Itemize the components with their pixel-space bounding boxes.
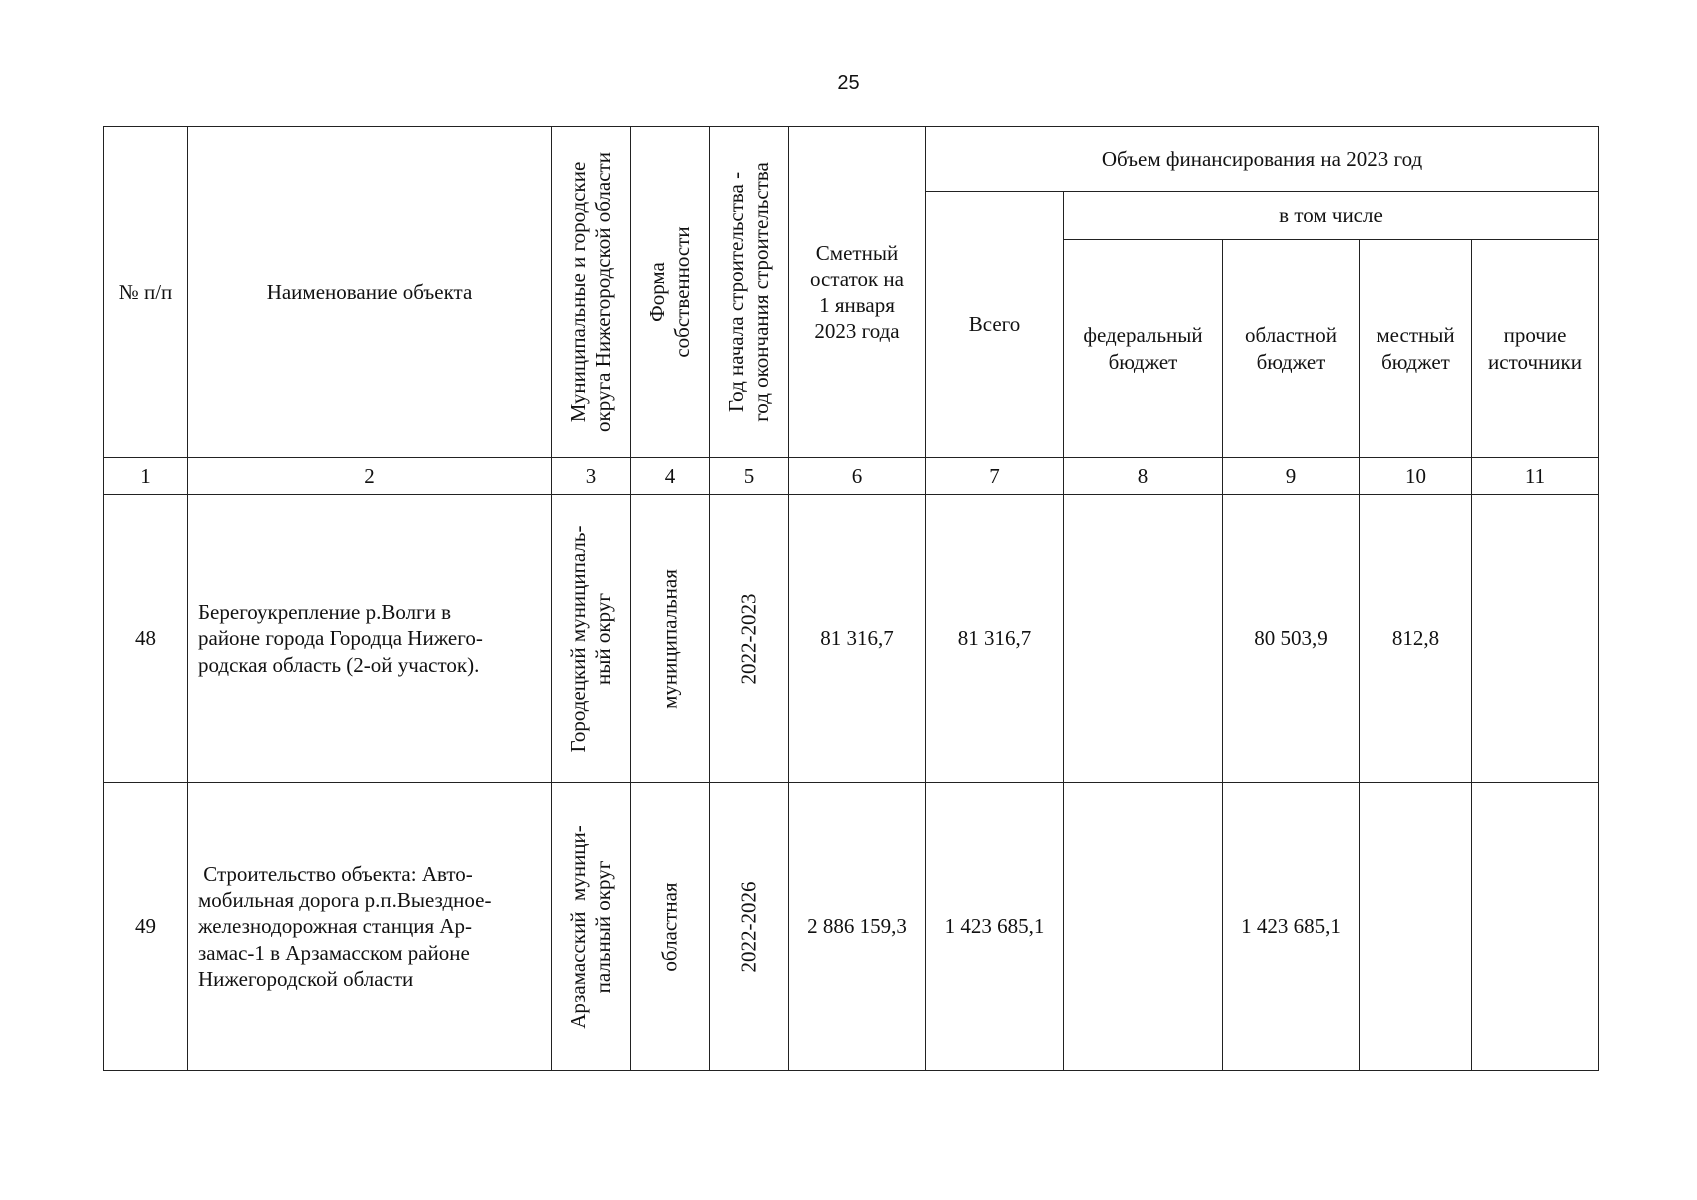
row-object-name: Строительство объекта: Авто- мобильная дорога р.п.Выездное- железнодорожная станция Ар- замас-1 в Арзамасском районе Нижегородской области <box>188 783 552 1071</box>
row-num: 48 <box>104 495 188 783</box>
column-number: 4 <box>631 458 710 495</box>
row-other <box>1472 495 1599 783</box>
table-row <box>104 495 1599 783</box>
column-number: 1 <box>104 458 188 495</box>
column-number: 2 <box>188 458 552 495</box>
header-districts: Муниципальные и городские округа Нижегородской области <box>552 127 631 458</box>
header-total: Всего <box>926 192 1064 458</box>
row-local: 812,8 <box>1360 495 1472 783</box>
row-years: 2022-2023 <box>710 495 789 783</box>
header-including: в том числе <box>1064 192 1599 240</box>
row-object-name: Берегоукрепление р.Волги в районе города Городца Нижего- родская область (2-ой участок). <box>188 495 552 783</box>
column-number: 7 <box>926 458 1064 495</box>
header-other: прочие источники <box>1472 240 1599 458</box>
table-row <box>104 783 1599 1071</box>
row-regional: 80 503,9 <box>1223 495 1360 783</box>
column-number: 6 <box>789 458 926 495</box>
header-regional: областной бюджет <box>1223 240 1360 458</box>
row-other <box>1472 783 1599 1071</box>
row-total: 81 316,7 <box>926 495 1064 783</box>
row-regional: 1 423 685,1 <box>1223 783 1360 1071</box>
header-funding-title: Объем финансирования на 2023 год <box>926 127 1599 192</box>
row-balance: 81 316,7 <box>789 495 926 783</box>
header-num: № п/п <box>104 127 188 458</box>
financing-table <box>103 126 1599 1071</box>
header-row-1 <box>104 127 1599 192</box>
header-ownership: Форма собственности <box>631 127 710 458</box>
header-object-name: Наименование объекта <box>188 127 552 458</box>
row-years: 2022-2026 <box>710 783 789 1071</box>
row-federal <box>1064 783 1223 1071</box>
header-estimated-balance: Сметный остаток на 1 января 2023 года <box>789 127 926 458</box>
header-federal: федеральный бюджет <box>1064 240 1223 458</box>
column-number: 5 <box>710 458 789 495</box>
row-district: Арзамасский муници- пальный округ <box>552 783 631 1071</box>
header-local: местный бюджет <box>1360 240 1472 458</box>
column-number: 9 <box>1223 458 1360 495</box>
row-total: 1 423 685,1 <box>926 783 1064 1071</box>
row-ownership: областная <box>631 783 710 1071</box>
column-number: 11 <box>1472 458 1599 495</box>
header-years: Год начала строительства - год окончания строительства <box>710 127 789 458</box>
column-number: 10 <box>1360 458 1472 495</box>
row-num: 49 <box>104 783 188 1071</box>
row-federal <box>1064 495 1223 783</box>
row-balance: 2 886 159,3 <box>789 783 926 1071</box>
row-ownership: муниципальная <box>631 495 710 783</box>
column-number: 3 <box>552 458 631 495</box>
row-local <box>1360 783 1472 1071</box>
row-district: Городецкий муниципаль- ный округ <box>552 495 631 783</box>
column-number: 8 <box>1064 458 1223 495</box>
page-number: 25 <box>837 72 860 94</box>
column-numbers-row <box>104 458 1599 495</box>
